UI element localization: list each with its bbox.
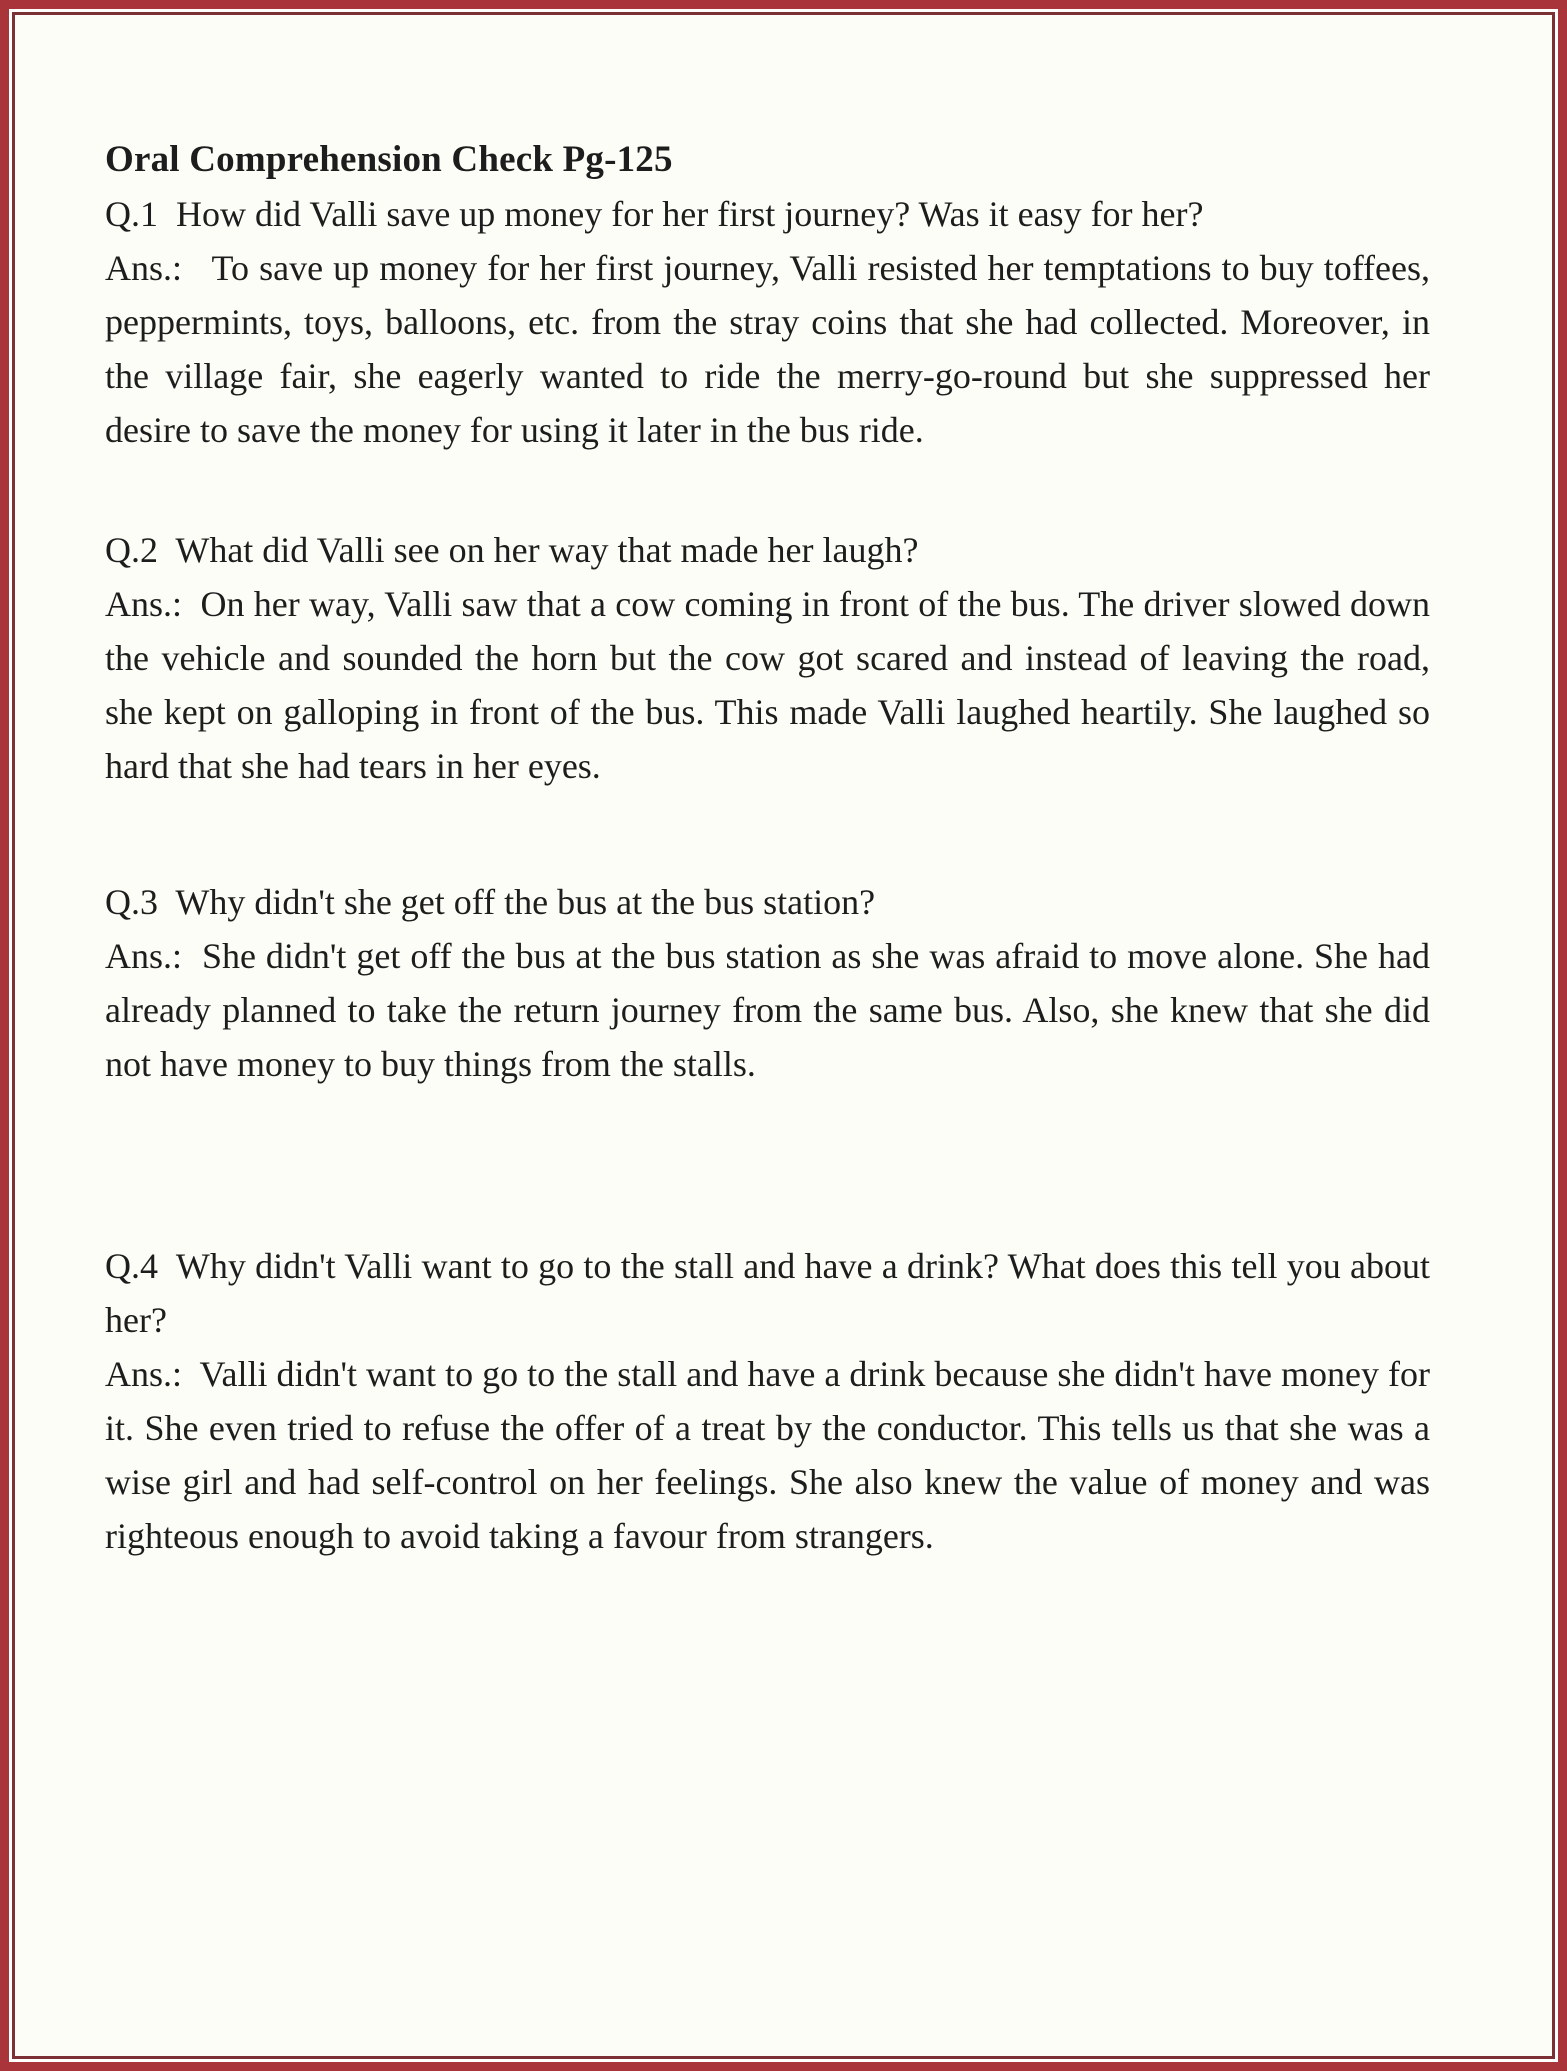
document-page — [12, 12, 1555, 2059]
answer-2-text: Ans.: On her way, Valli saw that a cow coming in front of the bus. The driver slowed down the vehicle and sounded the horn but the cow got scared and instead of leaving the road, she kept on galloping in front of the bus. This made Valli laughed heartily. She laughed so hard that she had tears in her eyes. — [105, 584, 1430, 786]
qa-block-1 — [105, 187, 1430, 457]
page-border-gap — [9, 9, 1558, 2062]
qa-block-4 — [105, 1239, 1430, 1563]
document-heading: Oral Comprehension Check Pg-125 — [105, 139, 673, 180]
question-3-text: Q.3 Why didn't she get off the bus at the bus station? — [105, 882, 876, 922]
answer-3-text: Ans.: She didn't get off the bus at the bus station as she was afraid to move alone. She had already planned to take the return journey from the same bus. Also, she knew that she did not have money to buy things from the stalls. — [105, 936, 1430, 1084]
answer-4-text: Ans.: Valli didn't want to go to the stall and have a drink because she didn't have money for it. She even tried to refuse the offer of a treat by the conductor. This tells us that she was a wise girl and had self-control on her feelings. She also knew the value of money and was righteous enough to avoid taking a favour from strangers. — [105, 1354, 1430, 1556]
qa-block-3 — [105, 875, 1430, 1091]
question-2-text: Q.2 What did Valli see on her way that made her laugh? — [105, 530, 919, 570]
question-4-text: Q.4 Why didn't Valli want to go to the stall and have a drink? What does this tell you about her? — [105, 1246, 1430, 1340]
question-1-text: Q.1 How did Valli save up money for her first journey? Was it easy for her? — [105, 194, 1204, 234]
answer-1-text: Ans.: To save up money for her first journey, Valli resisted her temptations to buy toffees, peppermints, toys, balloons, etc. from the stray coins that she had collected. Moreover, in the village fair, she eagerly wanted to ride the merry-go-round but she suppressed her desire to save the money for using it later in the bus ride. — [105, 248, 1430, 450]
qa-block-2 — [105, 523, 1430, 793]
